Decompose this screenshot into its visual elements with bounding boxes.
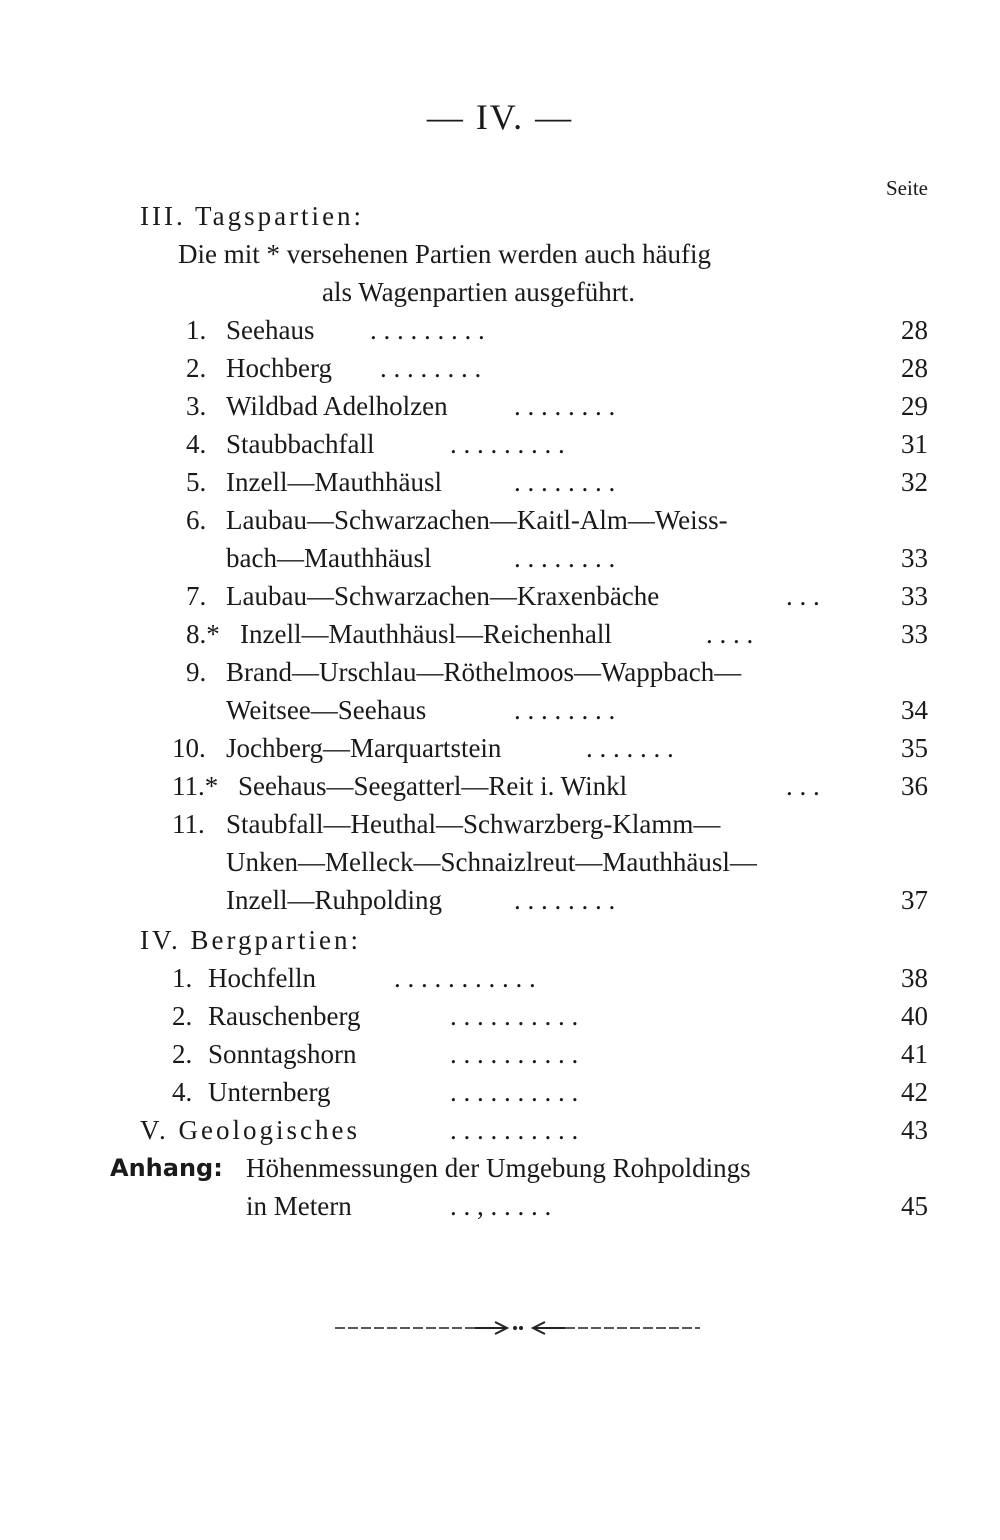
toc-entry-page: 33 [901, 581, 928, 611]
toc-entry-page: 40 [901, 1001, 928, 1031]
anhang-line1: Höhenmessungen der Umgebung Rohpoldings [246, 1153, 751, 1183]
toc-entry-page: 38 [901, 963, 928, 993]
toc-entry-title: Hochberg [226, 353, 332, 383]
toc-entry-number: 1. [186, 315, 207, 345]
toc-entry-title: Sonntagshorn [208, 1039, 357, 1069]
leader-dots: . . . . . . . . . [370, 315, 485, 345]
leader-dots: . . . . . . . . [514, 695, 616, 725]
section-title-tagspartien: III. Tagspartien: [140, 201, 365, 231]
toc-entry-title: Brand—Urschlau—Röthelmoos—Wappbach— [226, 657, 742, 687]
leader-dots: . . . . . . . . [514, 467, 616, 497]
toc-entry-page: 34 [901, 695, 928, 725]
toc-entry-number: 11. [172, 809, 205, 839]
leader-dots: . . . . . . . . . . [450, 1115, 579, 1145]
toc-entry-title: Laubau—Schwarzachen—Kaitl-Alm—Weiss- [226, 505, 728, 535]
column-header-seite: Seite [886, 176, 928, 200]
toc-entry-number: 3. [186, 391, 207, 421]
toc-entry-page: 45 [901, 1191, 928, 1221]
toc-entry-title-continued: Unken—Melleck—Schnaizlreut—Mauthhäusl— [226, 847, 757, 877]
leader-dots: . . . . [706, 619, 754, 649]
leader-dots: . . . [786, 771, 820, 801]
toc-entry-title: Staubbachfall [226, 429, 375, 459]
toc-entry-page: 41 [901, 1039, 928, 1069]
toc-entry-number: 7. [186, 581, 207, 611]
toc-entry-number: 9. [186, 657, 207, 687]
leader-dots: . . . . . . . . . . . [394, 963, 536, 993]
toc-entry-title: Seehaus [226, 315, 315, 345]
toc-entry-page: 28 [901, 315, 928, 345]
leader-dots: . . . . . . . . . . [450, 1077, 579, 1107]
toc-entry-title: Laubau—Schwarzachen—Kraxenbäche [226, 581, 660, 611]
page-number: — IV. — [426, 97, 574, 137]
toc-entry-title-continued: bach—Mauthhäusl [226, 543, 432, 573]
section-title-bergpartien: IV. Bergpartien: [140, 925, 361, 955]
toc-entry-page: 33 [901, 619, 928, 649]
leader-dots: . . . [786, 581, 820, 611]
leader-dots: . . . . . . . . [514, 885, 616, 915]
toc-entry-title: Seehaus—Seegatterl—Reit i. Winkl [238, 771, 628, 801]
toc-entry-page: 35 [901, 733, 928, 763]
toc-entry-number: 10. [172, 733, 206, 763]
toc-entry-number: 11.* [172, 771, 219, 801]
toc-entry-number: 1. [172, 963, 193, 993]
leader-dots: . . . . . . . [586, 733, 674, 763]
ornament-divider-icon [335, 1316, 705, 1340]
toc-entry-number: 6. [186, 505, 207, 535]
leader-dots: . . . . . . . . [514, 543, 616, 573]
toc-entry-title: Inzell—Mauthhäusl [226, 467, 442, 497]
toc-entry-page: 32 [901, 467, 928, 497]
toc-entry-page: 29 [901, 391, 928, 421]
anhang-line2: in Metern [246, 1191, 352, 1221]
anhang-label: Anhang: [110, 1154, 223, 1182]
leader-dots: . . . . . . . . . [450, 429, 565, 459]
toc-entry-page: 36 [901, 771, 928, 801]
toc-entry-page: 31 [901, 429, 928, 459]
leader-dots: . . . . . . . . . . [450, 1001, 579, 1031]
toc-entry-number: 4. [172, 1077, 193, 1107]
leader-dots: . . . . . . . . [514, 391, 616, 421]
leader-dots: . . , . . . . . [450, 1191, 552, 1221]
toc-entry-title: Jochberg—Marquartstein [226, 733, 502, 763]
toc-entry-page: 37 [901, 885, 928, 915]
toc-entry-title: Inzell—Mauthhäusl—Reichenhall [240, 619, 612, 649]
toc-entry-number: 5. [186, 467, 207, 497]
toc-entry-number: 2. [186, 353, 207, 383]
toc-entry-number: 2. [172, 1039, 193, 1069]
section-note-line2: als Wagenpartien ausgeführt. [322, 277, 635, 307]
toc-entry-page: 33 [901, 543, 928, 573]
toc-entry-title-continued: Inzell—Ruhpolding [226, 885, 442, 915]
toc-entry-number: 4. [186, 429, 207, 459]
toc-entry-page: 42 [901, 1077, 928, 1107]
toc-entry-title: Rauschenberg [208, 1001, 361, 1031]
toc-entry-page: 43 [901, 1115, 928, 1145]
toc-entry-number: 2. [172, 1001, 193, 1031]
toc-entry-page: 28 [901, 353, 928, 383]
toc-entry-title: Hochfelln [208, 963, 316, 993]
leader-dots: . . . . . . . . [380, 353, 482, 383]
toc-entry-title-continued: Weitsee—Seehaus [226, 695, 427, 725]
toc-entry-number: 8.* [186, 619, 220, 649]
toc-entry-title: Wildbad Adelholzen [226, 391, 448, 421]
section-title-geologisches: V. Geologisches [140, 1115, 360, 1145]
section-note-line1: Die mit * versehenen Partien werden auch häufig [178, 239, 712, 269]
toc-entry-title: Unternberg [208, 1077, 331, 1107]
leader-dots: . . . . . . . . . . [450, 1039, 579, 1069]
toc-entry-title: Staubfall—Heuthal—Schwarzberg-Klamm— [226, 809, 721, 839]
